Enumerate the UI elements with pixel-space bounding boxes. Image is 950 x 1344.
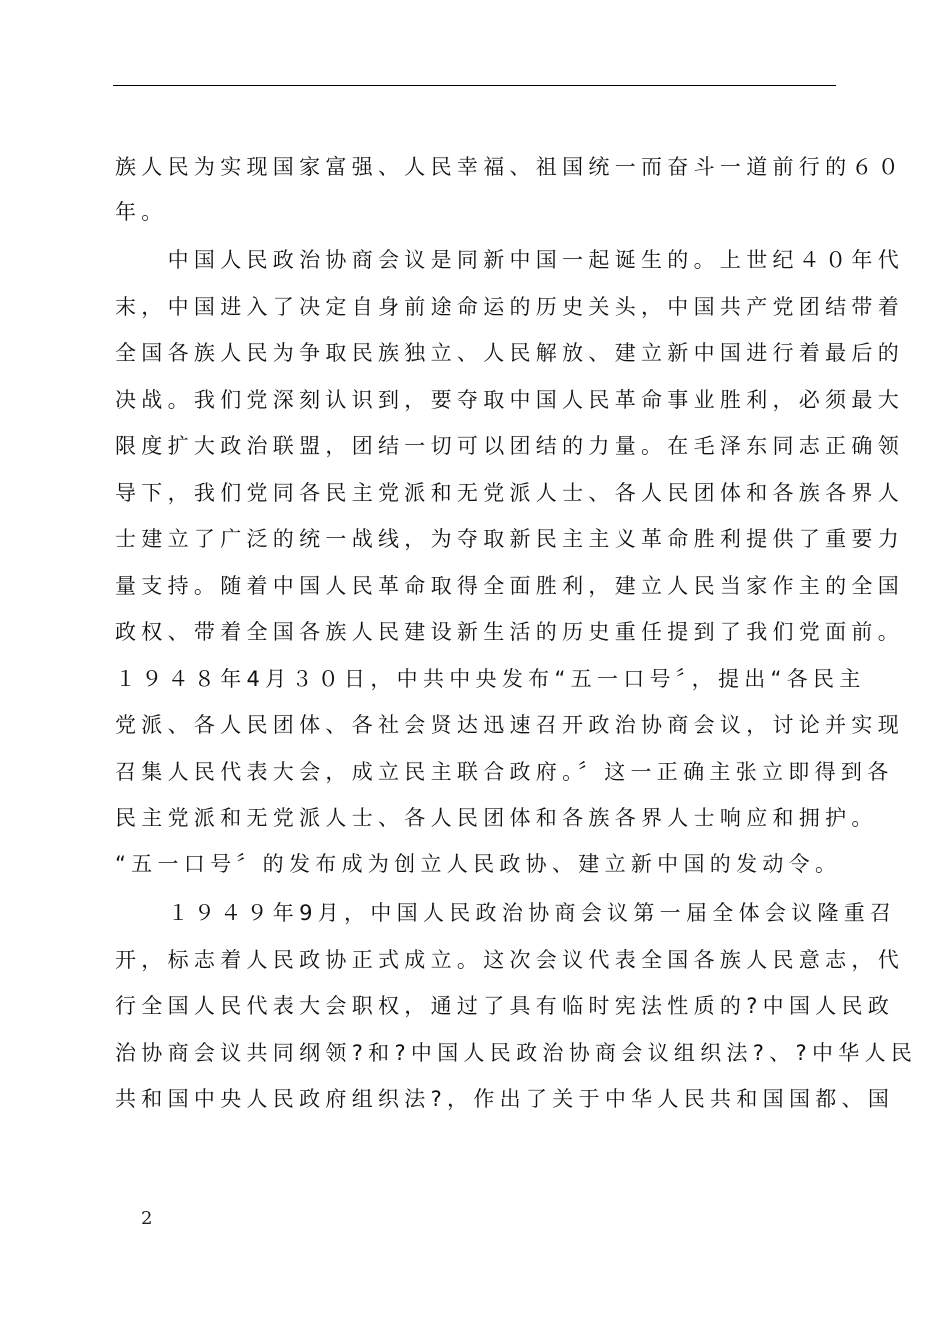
text-line: 量支持。随着中国人民革命取得全面胜利，建立人民当家作主的全国 [115, 574, 904, 598]
text-line: 党派、各人民团体、各社会贤达迅速召开政治协商会议，讨论并实现 [115, 713, 904, 737]
text-line: 中国人民政治协商会议是同新中国一起诞生的。上世纪４０年代 [115, 248, 904, 272]
text-line: １９４９年9月，中国人民政治协商会议第一届全体会议隆重召 [115, 901, 897, 925]
text-line: １９４８年4月３０日，中共中央发布“五一口号〞，提出“各民主 [115, 667, 866, 691]
header-rule [113, 85, 836, 86]
text-line: 导下，我们党同各民主党派和无党派人士、各人民团体和各族各界人 [115, 481, 904, 505]
text-line: 族人民为实现国家富强、人民幸福、祖国统一而奋斗一道前行的６０ [115, 155, 904, 179]
text-line: 共和国中央人民政府组织法?，作出了关于中华人民共和国国都、国 [115, 1087, 895, 1111]
text-line: 治协商会议共同纲领?和?中国人民政治协商会议组织法?、?中华人民 [115, 1041, 918, 1065]
text-line: 民主党派和无党派人士、各人民团体和各族各界人士响应和拥护。 [115, 806, 878, 830]
text-line: 开，标志着人民政协正式成立。这次会议代表全国各族人民意志，代 [115, 948, 904, 972]
text-line: 年。 [115, 200, 168, 224]
page-number: 2 [141, 1208, 153, 1229]
text-line: 限度扩大政治联盟，团结一切可以团结的力量。在毛泽东同志正确领 [115, 434, 904, 458]
text-line: 政权、带着全国各族人民建设新生活的历史重任提到了我们党面前。 [115, 620, 904, 644]
text-line: 全国各族人民为争取民族独立、人民解放、建立新中国进行着最后的 [115, 341, 904, 365]
text-line: 决战。我们党深刻认识到，要夺取中国人民革命事业胜利，必须最大 [115, 388, 904, 412]
text-line: 士建立了广泛的统一战线，为夺取新民主主义革命胜利提供了重要力 [115, 527, 904, 551]
text-line: “五一口号〞的发布成为创立人民政协、建立新中国的发动令。 [115, 852, 842, 876]
text-line: 末，中国进入了决定自身前途命运的历史关头，中国共产党团结带着 [115, 295, 904, 319]
text-line: 召集人民代表大会，成立民主联合政府。〞这一正确主张立即得到各 [115, 760, 894, 784]
text-line: 行全国人民代表大会职权，通过了具有临时宪法性质的?中国人民政 [115, 994, 895, 1018]
